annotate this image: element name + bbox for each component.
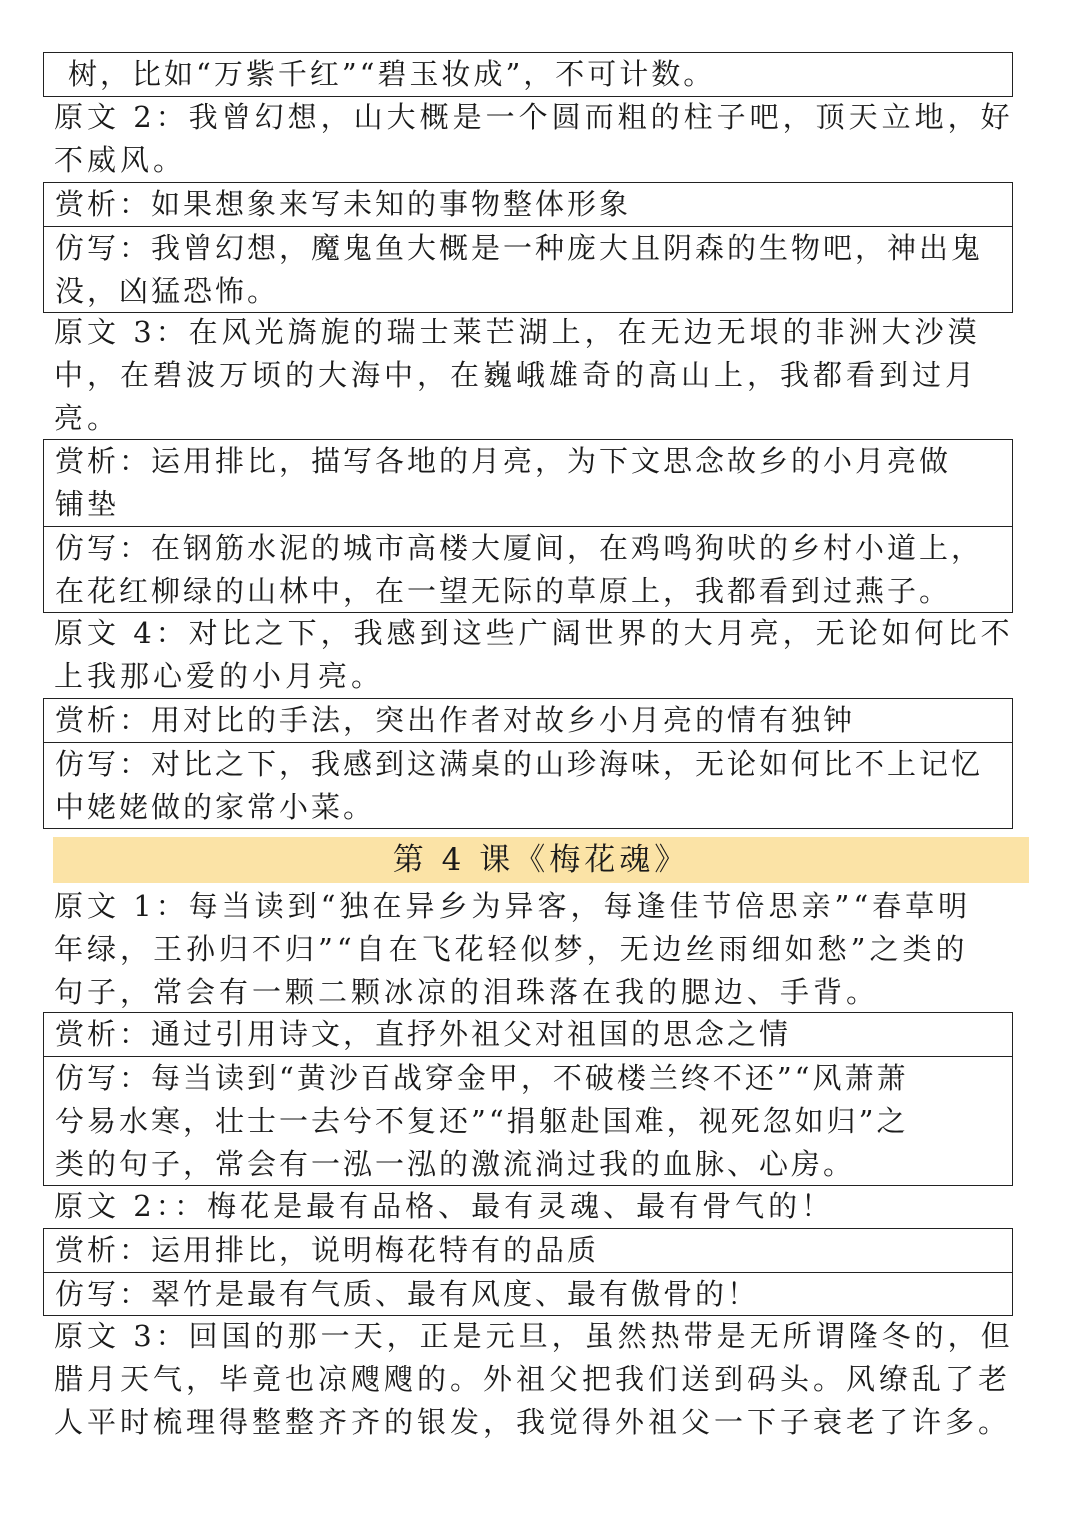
continued-cell bbox=[44, 53, 1012, 96]
text-line: 在花红柳绿的山林中，在一望无际的草原上，我都看到过燕子。 bbox=[55, 574, 952, 608]
text-line: 人平时梳理得整整齐齐的银发，我觉得外祖父一下子衰老了许多。 bbox=[54, 1405, 1012, 1439]
original-text-2 bbox=[54, 96, 1030, 182]
analysis-box-continued bbox=[43, 52, 1013, 97]
text-line: 上我那心爱的小月亮。 bbox=[54, 659, 385, 693]
text-line: 不威风。 bbox=[54, 143, 187, 177]
text-line: 树，比如“万紫千红”“碧玉妆成”，不可计数。 bbox=[68, 57, 716, 91]
analysis-cell bbox=[44, 183, 1012, 226]
analysis-text: 赏析：用对比的手法，突出作者对故乡小月亮的情有独钟 bbox=[55, 703, 856, 737]
text-line: 中，在碧波万顷的大海中，在巍峨雄奇的高山上，我都看到过月 bbox=[54, 358, 979, 392]
text-line: 没，凶猛恐怖。 bbox=[55, 274, 280, 308]
text-line: 仿写：在钢筋水泥的城市高楼大厦间，在鸡鸣狗吠的乡村小道上， bbox=[55, 531, 984, 565]
analysis-text: 赏析：运用排比，说明梅花特有的品质 bbox=[55, 1233, 600, 1267]
text-line: 兮易水寒，壮士一去兮不复还”“捐躯赴国难，视死忽如归”之 bbox=[55, 1104, 909, 1138]
text-line: 句子，常会有一颗二颗冰凉的泪珠落在我的腮边、手背。 bbox=[54, 975, 880, 1009]
text-line: 仿写：我曾幻想，魔鬼鱼大概是一种庞大且阴森的生物吧，神出鬼 bbox=[55, 231, 984, 265]
original-text-4 bbox=[54, 612, 1030, 698]
text-line: 仿写：每当读到“黄沙百战穿金甲，不破楼兰终不还”“风萧萧 bbox=[55, 1061, 909, 1095]
analysis-box-1 bbox=[43, 182, 1013, 313]
analysis-cell bbox=[44, 1229, 1012, 1272]
imitation-cell bbox=[44, 742, 1012, 828]
lesson-heading: 第 4 课《梅花魂》 bbox=[53, 837, 1029, 883]
analysis-box-2 bbox=[43, 439, 1013, 613]
text-line: 腊月天气，毕竟也凉飕飕的。外祖父把我们送到码头。风缭乱了老 bbox=[54, 1362, 1012, 1396]
original-text-3 bbox=[54, 311, 1030, 440]
original-text-2b bbox=[54, 1185, 1030, 1228]
analysis-text: 赏析：通过引用诗文，直抒外祖父对祖国的思念之情 bbox=[55, 1017, 792, 1051]
analysis-box-5 bbox=[43, 1228, 1013, 1316]
analysis-cell bbox=[44, 1013, 1012, 1056]
analysis-box-3 bbox=[43, 698, 1013, 829]
text-line: 铺垫 bbox=[55, 487, 120, 521]
imitation-cell bbox=[44, 1056, 1012, 1185]
text-line: 原文 3：回国的那一天，正是元旦，虽然热带是无所谓隆冬的，但 bbox=[54, 1319, 1014, 1353]
analysis-box-4 bbox=[43, 1012, 1013, 1186]
text-line: 仿写：对比之下，我感到这满桌的山珍海味，无论如何比不上记忆 bbox=[55, 747, 984, 781]
original-text-1 bbox=[54, 885, 1030, 1014]
imitation-cell bbox=[44, 526, 1012, 612]
text-line: 年绿，王孙归不归”“自在飞花轻似梦，无边丝雨细如愁”之类的 bbox=[54, 932, 969, 966]
text-line: 原文 4：对比之下，我感到这些广阔世界的大月亮，无论如何比不 bbox=[54, 616, 1014, 650]
text-line: 原文 2：我曾幻想，山大概是一个圆而粗的柱子吧，顶天立地，好 bbox=[54, 100, 1014, 134]
text-line: 亮。 bbox=[54, 401, 121, 435]
analysis-cell bbox=[44, 440, 1012, 526]
imitation-text: 仿写：翠竹是最有气质、最有风度、最有傲骨的！ bbox=[55, 1277, 760, 1311]
text-line: 类的句子，常会有一泓一泓的激流淌过我的血脉、心房。 bbox=[55, 1147, 856, 1181]
text-line: 原文 1：每当读到“独在异乡为异客，每逢佳节倍思亲”“春草明 bbox=[54, 889, 972, 923]
analysis-cell bbox=[44, 699, 1012, 742]
analysis-text: 赏析：如果想象来写未知的事物整体形象 bbox=[55, 187, 632, 221]
imitation-cell bbox=[44, 1272, 1012, 1315]
text-line: 赏析：运用排比，描写各地的月亮，为下文思念故乡的小月亮做 bbox=[55, 444, 952, 478]
imitation-cell bbox=[44, 226, 1012, 312]
text-line: 原文 2：：梅花是最有品格、最有灵魂、最有骨气的！ bbox=[54, 1189, 835, 1223]
original-text-3b bbox=[54, 1315, 1030, 1444]
text-line: 中姥姥做的家常小菜。 bbox=[55, 790, 376, 824]
text-line: 原文 3：在风光旖旎的瑞士莱芒湖上，在无边无垠的非洲大沙漠 bbox=[54, 315, 981, 349]
